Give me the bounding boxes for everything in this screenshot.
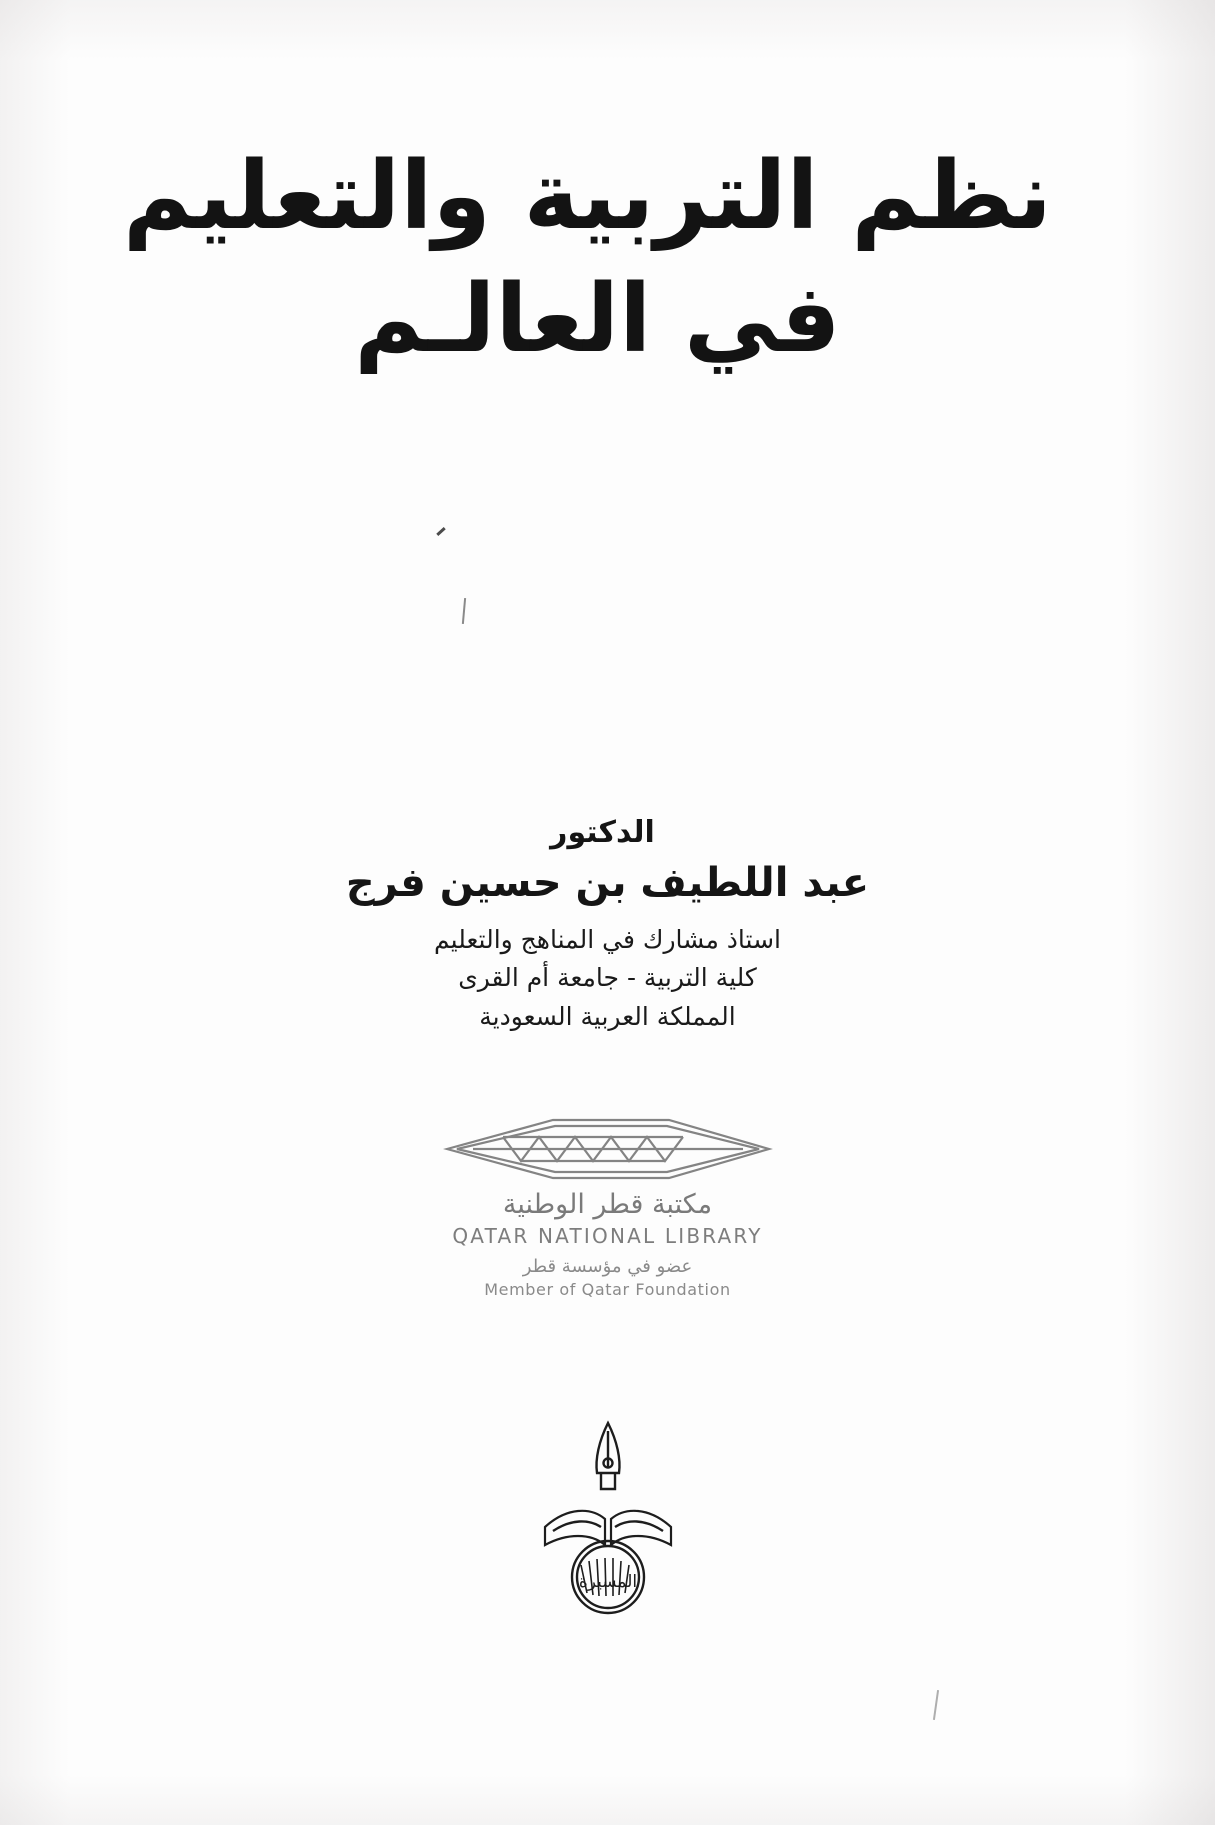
library-stamp: [0, 1115, 1215, 1299]
author-affiliation: [0, 922, 1215, 1035]
publisher-mark-text: المسيرة: [578, 1572, 637, 1592]
ink-streak-bottom-icon: [933, 1690, 939, 1720]
affiliation-line-1: استاذ مشارك في المناهج والتعليم: [434, 925, 781, 954]
page-title: [0, 140, 1215, 378]
library-stamp-arabic-name: مكتبة قطر الوطنية: [502, 1189, 713, 1220]
ink-streak-icon: [462, 598, 466, 624]
title-line-2: في العالـم: [354, 264, 841, 374]
library-stamp-english-member: Member of Qatar Foundation: [484, 1280, 731, 1299]
title-line-1: نظم التربية والتعليم: [123, 142, 1052, 251]
author-block: [0, 815, 1215, 1035]
ink-speck-icon: [436, 527, 445, 536]
affiliation-line-3: المملكة العربية السعودية: [479, 1001, 736, 1031]
affiliation-line-2: كلية التربية - جامعة أم القرى: [458, 963, 757, 993]
diamond-ornament-icon: [443, 1115, 773, 1183]
pen-nib-over-open-book-icon: [533, 1415, 683, 1615]
library-stamp-english-name: QATAR NATIONAL LIBRARY: [452, 1224, 763, 1248]
library-stamp-arabic-member: عضو في مؤسسة قطر: [522, 1256, 693, 1277]
author-name: عبد اللطيف بن حسين فرج: [345, 860, 870, 906]
author-honorific: الدكتور: [550, 815, 655, 850]
publisher-logo: [0, 1415, 1215, 1615]
